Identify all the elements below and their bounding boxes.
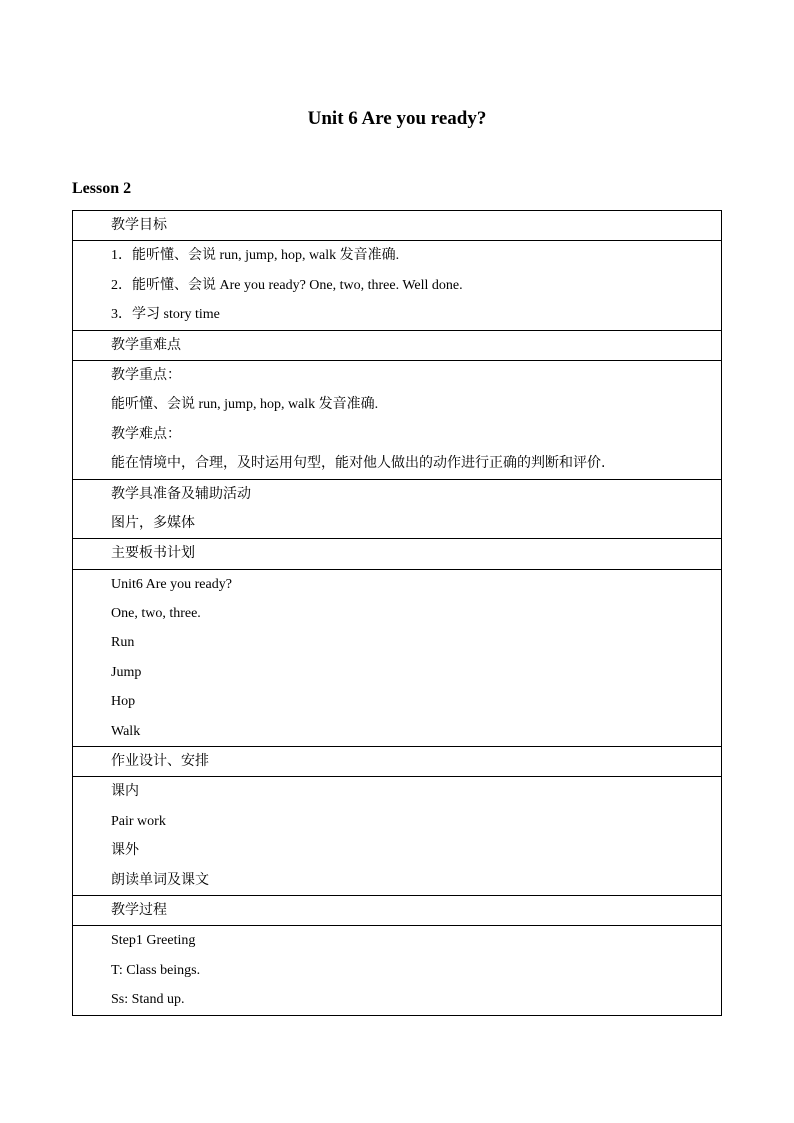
homework-in-class-label: 课内 <box>111 783 139 800</box>
key-points-heading-row <box>73 330 722 360</box>
process-step: Step1 Greeting <box>111 933 196 949</box>
objectives-heading: 教学目标 <box>111 217 167 233</box>
homework-heading: 作业设计、安排 <box>111 753 209 770</box>
board-plan-heading-cell <box>73 539 722 569</box>
process-heading-cell <box>73 895 722 925</box>
board-plan-content-row <box>73 569 722 746</box>
key-points-content-row <box>73 360 722 479</box>
board-plan-line: Jump <box>111 664 142 680</box>
homework-heading-cell <box>73 747 722 777</box>
process-heading-row <box>73 895 722 925</box>
difficulty-item: 能在情境中，合理，及时运用句型，能对他人做出的动作进行正确的判断和评价. <box>111 455 606 472</box>
difficulty-label: 教学难点： <box>111 425 181 442</box>
key-points-heading-cell <box>73 330 722 360</box>
objectives-content-cell <box>73 241 722 330</box>
materials-row <box>73 479 722 539</box>
lesson-label: Lesson 2 <box>72 180 132 197</box>
process-heading: 教学过程 <box>111 901 167 918</box>
homework-in-class-item: Pair work <box>111 813 166 829</box>
key-point-label: 教学重点： <box>111 366 181 383</box>
lesson-plan-table <box>72 210 722 1016</box>
materials-item: 图片，多媒体 <box>111 514 195 531</box>
materials-cell <box>73 479 722 539</box>
process-dialogue: Ss: Stand up. <box>111 992 185 1008</box>
homework-after-class-item: 朗读单词及课文 <box>111 871 209 888</box>
objectives-heading-cell <box>73 211 722 241</box>
homework-content-row <box>73 777 722 896</box>
materials-heading: 教学具准备及辅助活动 <box>111 485 251 502</box>
key-points-heading: 教学重难点 <box>111 336 181 353</box>
board-plan-line: Run <box>111 635 135 651</box>
board-plan-line: Hop <box>111 694 136 710</box>
board-plan-line: Unit6 Are you ready? <box>111 576 232 592</box>
homework-heading-row <box>73 747 722 777</box>
key-points-content-cell <box>73 360 722 479</box>
homework-after-class-label: 课外 <box>111 842 139 859</box>
board-plan-line: One, two, three. <box>111 606 201 622</box>
key-point-item: 能听懂、会说 run, jump, hop, walk 发音准确. <box>111 397 379 413</box>
objective-item: 3．学习 story time <box>111 307 220 323</box>
board-plan-heading: 主要板书计划 <box>111 545 195 562</box>
objectives-content-row <box>73 241 722 330</box>
process-content-cell <box>73 926 722 1015</box>
process-dialogue: T: Class beings. <box>111 962 201 978</box>
board-plan-heading-row <box>73 539 722 569</box>
objective-item: 1．能听懂、会说 run, jump, hop, walk 发音准确. <box>111 248 400 264</box>
objectives-heading-row <box>73 211 722 241</box>
homework-content-cell <box>73 777 722 896</box>
document-title: Unit 6 Are you ready? <box>307 108 487 129</box>
board-plan-line: Walk <box>111 723 141 739</box>
objective-item: 2．能听懂、会说 Are you ready? One, two, three. Well done. <box>111 277 463 293</box>
board-plan-content-cell <box>73 569 722 746</box>
process-content-row <box>73 926 722 1015</box>
